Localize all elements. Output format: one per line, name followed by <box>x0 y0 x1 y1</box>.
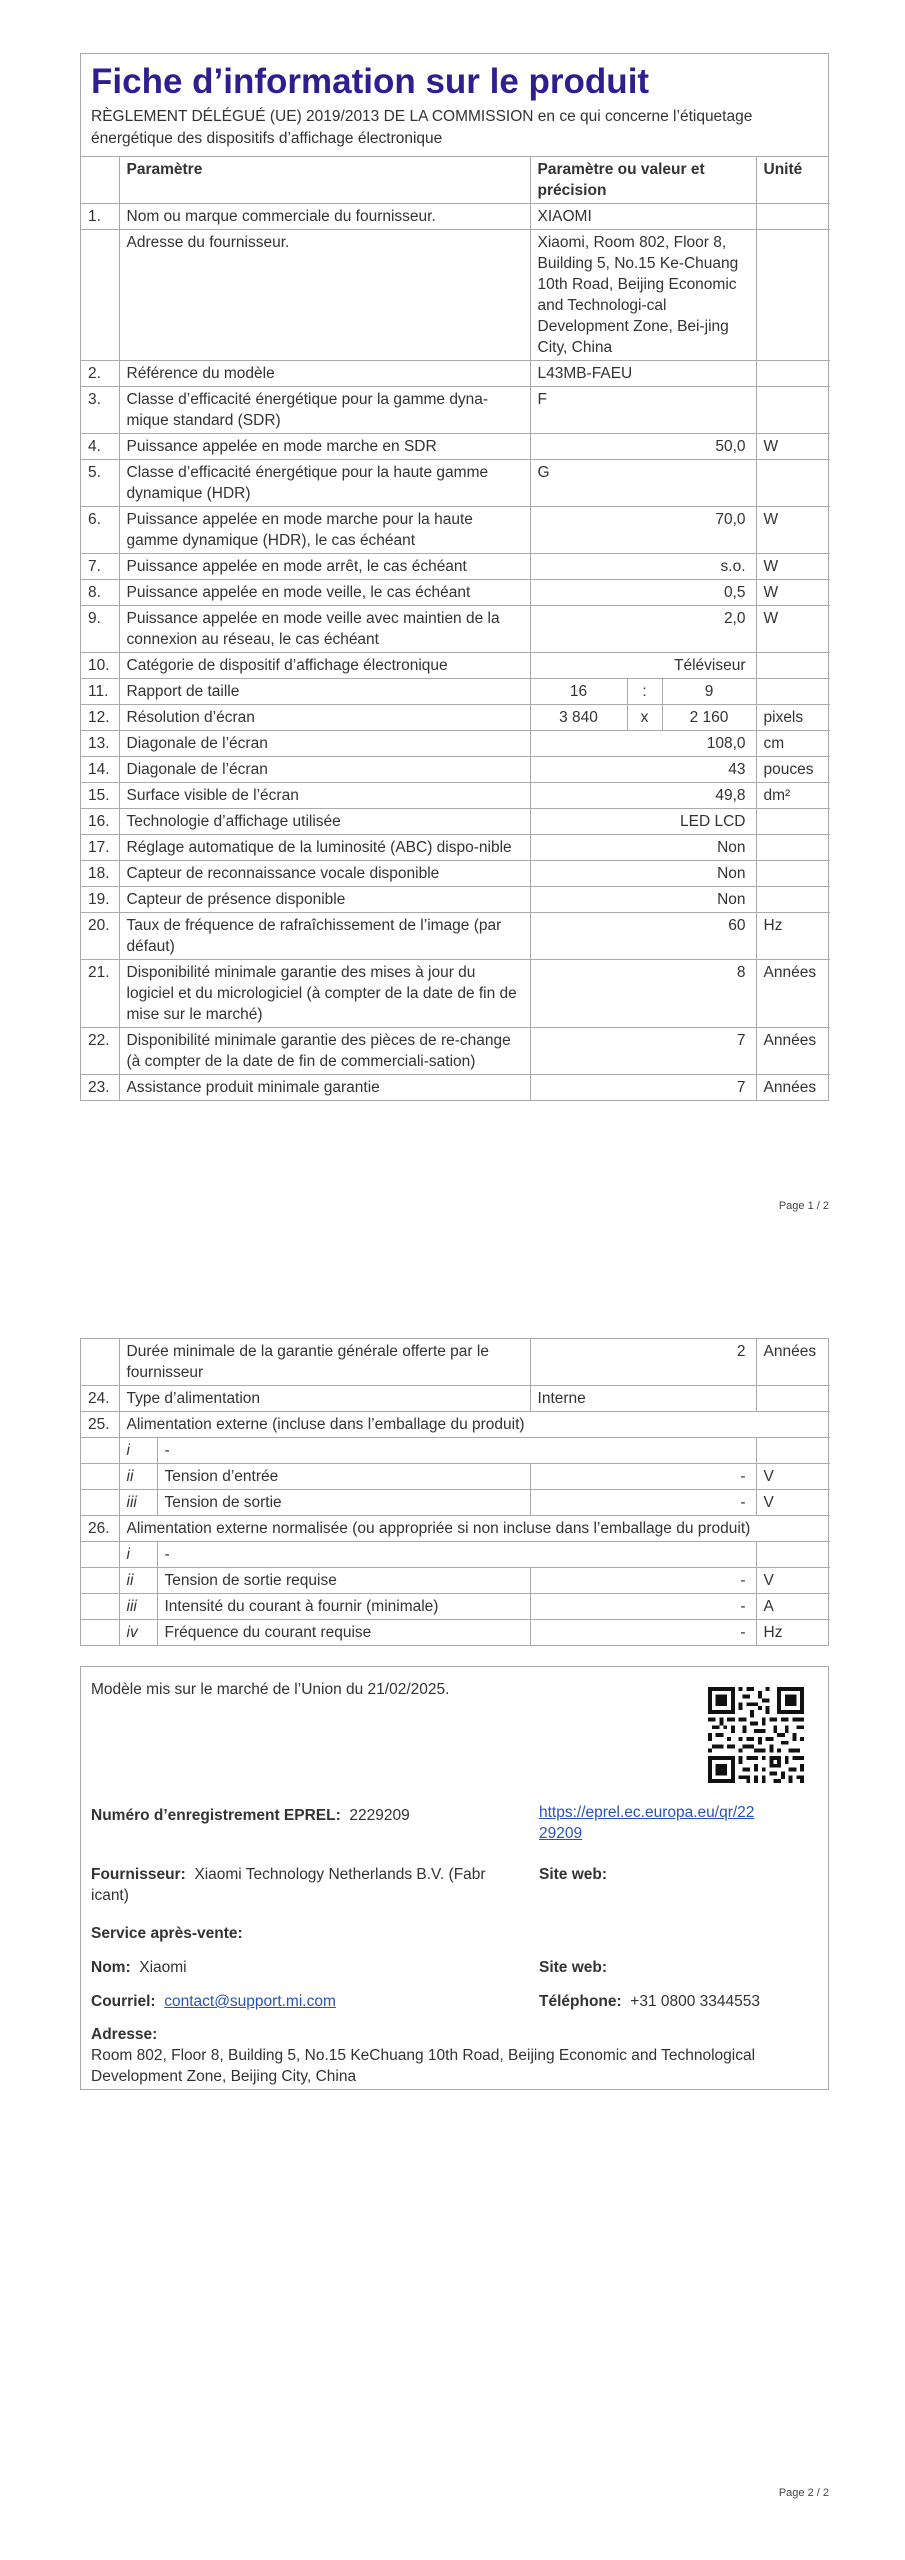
value-a: 16 <box>531 679 628 704</box>
row-number <box>81 230 119 361</box>
row-unit: V <box>756 1568 830 1594</box>
row-value: - <box>530 1490 756 1516</box>
row-unit: W <box>756 580 830 606</box>
row-param: Puissance appelée en mode arrêt, le cas échéant <box>119 554 530 580</box>
row-unit <box>756 861 830 887</box>
row-value <box>530 705 756 731</box>
qr-code-icon <box>708 1687 804 1783</box>
row-number: 9. <box>81 606 119 653</box>
table-row <box>81 887 830 913</box>
address-label: Adresse: <box>91 2026 158 2043</box>
regulation-subtitle: RÈGLEMENT DÉLÉGUÉ (UE) 2019/2013 DE LA COMMISSION en ce qui concerne l’étiquetage énergétique des dispositifs d’affichage électronique <box>91 108 753 147</box>
address-value-line1: Room 802, Floor 8, Building 5, No.15 KeChuang 10th Road, Beijing Economic and Technological <box>91 2047 756 2064</box>
eprel-link-line2[interactable]: 29209 <box>539 1825 583 1842</box>
service-heading <box>91 1923 243 1944</box>
row-value: 8 <box>530 960 756 1028</box>
row-number: 18. <box>81 861 119 887</box>
row-roman: ii <box>119 1568 157 1594</box>
row-unit: W <box>756 507 830 554</box>
row-unit: pouces <box>756 757 830 783</box>
row-value: Non <box>530 887 756 913</box>
row-unit: Hz <box>756 1620 830 1646</box>
row-value: s.o. <box>530 554 756 580</box>
row-value: XIAOMI <box>530 204 756 230</box>
row-param: Technologie d’affichage utilisée <box>119 809 530 835</box>
table-row <box>81 809 830 835</box>
row-param: Disponibilité minimale garantie des pièces de re-change (à compter de la date de fin de commerciali-sation) <box>119 1028 530 1075</box>
row-param: Rapport de taille <box>119 679 530 705</box>
row-param: Nom ou marque commerciale du fournisseur. <box>119 204 530 230</box>
row-param: Catégorie de dispositif d’affichage électronique <box>119 653 530 679</box>
page-number-2: Page 2 / 2 <box>778 2487 829 2499</box>
row-number: 15. <box>81 783 119 809</box>
table-row <box>81 507 830 554</box>
row-value: - <box>530 1568 756 1594</box>
row-value: 49,8 <box>530 783 756 809</box>
eprel-link[interactable] <box>539 1802 754 1844</box>
table-row <box>81 913 830 960</box>
phone-value: +31 0800 3344553 <box>630 1993 761 2010</box>
row-value: Interne <box>530 1386 756 1412</box>
table-row <box>81 230 830 361</box>
website-row <box>539 1864 607 1885</box>
table-row <box>81 460 830 507</box>
table-row <box>81 1516 830 1542</box>
supplier-row <box>91 1864 486 1906</box>
row-roman: ii <box>119 1464 157 1490</box>
row-number: 2. <box>81 361 119 387</box>
row-param: - <box>157 1542 756 1568</box>
supplier-label: Fournisseur: <box>91 1866 186 1883</box>
row-param: Capteur de présence disponible <box>119 887 530 913</box>
row-value: Téléviseur <box>530 653 756 679</box>
row-value: Non <box>530 835 756 861</box>
header-number <box>81 157 119 204</box>
row-value <box>530 679 756 705</box>
row-param: Alimentation externe (incluse dans l’emballage du produit) <box>119 1412 830 1438</box>
row-param: Tension de sortie requise <box>157 1568 530 1594</box>
table-row <box>81 434 830 460</box>
row-param: Adresse du fournisseur. <box>119 230 530 361</box>
phone-label: Téléphone: <box>539 1993 622 2010</box>
row-value: G <box>530 460 756 507</box>
name-value: Xiaomi <box>139 1959 187 1976</box>
row-number: 25. <box>81 1412 119 1438</box>
row-number: 14. <box>81 757 119 783</box>
table-row <box>81 1339 830 1386</box>
table-row <box>81 731 830 757</box>
row-param: Classe d’efficacité énergétique pour la gamme dyna-mique standard (SDR) <box>119 387 530 434</box>
row-param: Diagonale de l’écran <box>119 731 530 757</box>
table-row <box>81 554 830 580</box>
row-param: Tension de sortie <box>157 1490 530 1516</box>
eprel-link-line1[interactable]: https://eprel.ec.europa.eu/qr/22 <box>539 1804 755 1821</box>
row-param: Alimentation externe normalisée (ou appropriée si non incluse dans l’emballage du produit) <box>119 1516 830 1542</box>
row-number: 24. <box>81 1386 119 1412</box>
table-row <box>81 861 830 887</box>
row-param: Fréquence du courant requise <box>157 1620 530 1646</box>
header-value: Paramètre ou valeur et précision <box>530 157 756 204</box>
row-value: Xiaomi, Room 802, Floor 8, Building 5, No.15 Ke-Chuang 10th Road, Beijing Economic and Technologi-cal Development Zone, Bei-jing City, China <box>530 230 756 361</box>
website-label: Site web: <box>539 1866 608 1883</box>
table-row <box>81 679 830 705</box>
table-row <box>81 835 830 861</box>
row-value: 108,0 <box>530 731 756 757</box>
row-unit: A <box>756 1594 830 1620</box>
website2-label: Site web: <box>539 1959 608 1976</box>
table-row <box>81 1620 830 1646</box>
row-number: 10. <box>81 653 119 679</box>
row-param: Réglage automatique de la luminosité (ABC) dispo-nible <box>119 835 530 861</box>
website2-row <box>539 1957 607 1978</box>
row-value: Non <box>530 861 756 887</box>
table-row <box>81 1542 830 1568</box>
row-unit <box>756 204 830 230</box>
table-header-row <box>81 157 830 204</box>
row-param: Référence du modèle <box>119 361 530 387</box>
table-row <box>81 1075 830 1101</box>
row-unit <box>756 361 830 387</box>
header-unit: Unité <box>756 157 830 204</box>
row-value: 7 <box>530 1075 756 1101</box>
page-number-1: Page 1 / 2 <box>778 1200 829 1212</box>
address-row <box>91 2024 755 2087</box>
row-unit <box>756 887 830 913</box>
row-param: Diagonale de l’écran <box>119 757 530 783</box>
row-param: Puissance appelée en mode veille avec maintien de la connexion au réseau, le cas échéant <box>119 606 530 653</box>
row-value: 2,0 <box>530 606 756 653</box>
product-info-sheet-page2 <box>80 1338 829 1646</box>
row-number: 20. <box>81 913 119 960</box>
row-value: - <box>530 1594 756 1620</box>
row-number: 17. <box>81 835 119 861</box>
name-label: Nom: <box>91 1959 131 1976</box>
row-unit <box>756 679 830 705</box>
row-unit <box>756 653 830 679</box>
row-value: L43MB-FAEU <box>530 361 756 387</box>
row-value: 7 <box>530 1028 756 1075</box>
row-param: Type d’alimentation <box>119 1386 530 1412</box>
row-number: 22. <box>81 1028 119 1075</box>
row-unit: pixels <box>756 705 830 731</box>
table-row <box>81 705 830 731</box>
row-unit <box>756 230 830 361</box>
market-date: Modèle mis sur le marché de l’Union du 21/02/2025. <box>91 1681 450 1698</box>
row-unit: W <box>756 434 830 460</box>
page-title: Fiche d’information sur le produit <box>91 62 650 101</box>
eprel-label: Numéro d’enregistrement EPREL: <box>91 1807 341 1824</box>
row-roman: iv <box>119 1620 157 1646</box>
supplier-value-line2: icant) <box>91 1887 129 1904</box>
row-unit: Hz <box>756 913 830 960</box>
row-roman: i <box>119 1542 157 1568</box>
row-value: 50,0 <box>530 434 756 460</box>
table-row <box>81 1438 830 1464</box>
row-param: Intensité du courant à fournir (minimale) <box>157 1594 530 1620</box>
email-label: Courriel: <box>91 1993 156 2010</box>
row-param: Taux de fréquence de rafraîchissement de l’image (par défaut) <box>119 913 530 960</box>
table-row <box>81 757 830 783</box>
row-roman: iii <box>119 1490 157 1516</box>
row-value: - <box>530 1620 756 1646</box>
row-unit: Années <box>756 1028 830 1075</box>
row-value: 0,5 <box>530 580 756 606</box>
value-separator: x <box>628 705 663 730</box>
row-param: Surface visible de l’écran <box>119 783 530 809</box>
row-param: Capteur de reconnaissance vocale disponible <box>119 861 530 887</box>
row-unit <box>756 387 830 434</box>
table-row <box>81 783 830 809</box>
table-row <box>81 606 830 653</box>
service-label: Service après-vente: <box>91 1925 243 1942</box>
value-b: 9 <box>704 683 714 700</box>
row-value: 70,0 <box>530 507 756 554</box>
row-roman: iii <box>119 1594 157 1620</box>
row-unit: W <box>756 606 830 653</box>
row-unit <box>756 809 830 835</box>
row-number: 5. <box>81 460 119 507</box>
row-number: 13. <box>81 731 119 757</box>
row-unit: cm <box>756 731 830 757</box>
name-row <box>91 1957 187 1978</box>
row-unit: Années <box>756 1339 830 1386</box>
row-param: Puissance appelée en mode veille, le cas échéant <box>119 580 530 606</box>
table-row <box>81 1464 830 1490</box>
table-row <box>81 1568 830 1594</box>
row-value: 43 <box>530 757 756 783</box>
row-number: 23. <box>81 1075 119 1101</box>
row-number: 12. <box>81 705 119 731</box>
product-info-sheet-page1 <box>80 53 829 1101</box>
phone-row <box>539 1991 760 2012</box>
product-table <box>81 157 830 1100</box>
row-param: Classe d’efficacité énergétique pour la haute gamme dynamique (HDR) <box>119 460 530 507</box>
row-number: 16. <box>81 809 119 835</box>
supplier-value-line1: Xiaomi Technology Netherlands B.V. (Fabr <box>194 1866 486 1883</box>
row-number: 26. <box>81 1516 119 1542</box>
row-number: 11. <box>81 679 119 705</box>
address-value-line2: Development Zone, Beijing City, China <box>91 2068 357 2085</box>
row-unit <box>756 835 830 861</box>
row-value: - <box>530 1464 756 1490</box>
row-number: 4. <box>81 434 119 460</box>
table-row <box>81 387 830 434</box>
row-value: 60 <box>530 913 756 960</box>
table-row <box>81 580 830 606</box>
row-number: 8. <box>81 580 119 606</box>
table-row <box>81 204 830 230</box>
row-unit: Années <box>756 960 830 1028</box>
value-b: 2 160 <box>689 709 729 726</box>
row-number: 6. <box>81 507 119 554</box>
value-a: 3 840 <box>531 705 628 730</box>
row-value: LED LCD <box>530 809 756 835</box>
row-param: Assistance produit minimale garantie <box>119 1075 530 1101</box>
email-row <box>91 1991 336 2012</box>
row-value: F <box>530 387 756 434</box>
table-row <box>81 1412 830 1438</box>
row-unit: Années <box>756 1075 830 1101</box>
row-param: Résolution d’écran <box>119 705 530 731</box>
row-number: 7. <box>81 554 119 580</box>
email-link[interactable]: contact@support.mi.com <box>164 1993 336 2010</box>
row-unit: V <box>756 1464 830 1490</box>
info-box <box>80 1666 829 2090</box>
row-param: - <box>157 1438 756 1464</box>
row-param: Tension d’entrée <box>157 1464 530 1490</box>
row-number: 21. <box>81 960 119 1028</box>
row-number: 3. <box>81 387 119 434</box>
sheet-header <box>81 54 828 157</box>
table-row <box>81 361 830 387</box>
table-row <box>81 1028 830 1075</box>
row-unit: dm² <box>756 783 830 809</box>
row-unit: W <box>756 554 830 580</box>
table-row <box>81 1594 830 1620</box>
row-number: 1. <box>81 204 119 230</box>
table-row <box>81 960 830 1028</box>
product-table-continued <box>81 1339 830 1645</box>
table-row <box>81 1386 830 1412</box>
row-param: Disponibilité minimale garantie des mises à jour du logiciel et du micrologiciel (à compter de la date de fin de mise sur le marché) <box>119 960 530 1028</box>
row-value: 2 <box>530 1339 756 1386</box>
row-unit: V <box>756 1490 830 1516</box>
row-param: Puissance appelée en mode marche pour la haute gamme dynamique (HDR), le cas échéant <box>119 507 530 554</box>
table-row <box>81 653 830 679</box>
value-separator: : <box>628 679 663 704</box>
row-roman: i <box>119 1438 157 1464</box>
eprel-row <box>91 1805 410 1826</box>
eprel-value: 2229209 <box>349 1807 410 1824</box>
row-unit <box>756 460 830 507</box>
header-param: Paramètre <box>119 157 530 204</box>
row-param: Durée minimale de la garantie générale offerte par le fournisseur <box>119 1339 530 1386</box>
row-param: Puissance appelée en mode marche en SDR <box>119 434 530 460</box>
table-row <box>81 1490 830 1516</box>
row-number: 19. <box>81 887 119 913</box>
